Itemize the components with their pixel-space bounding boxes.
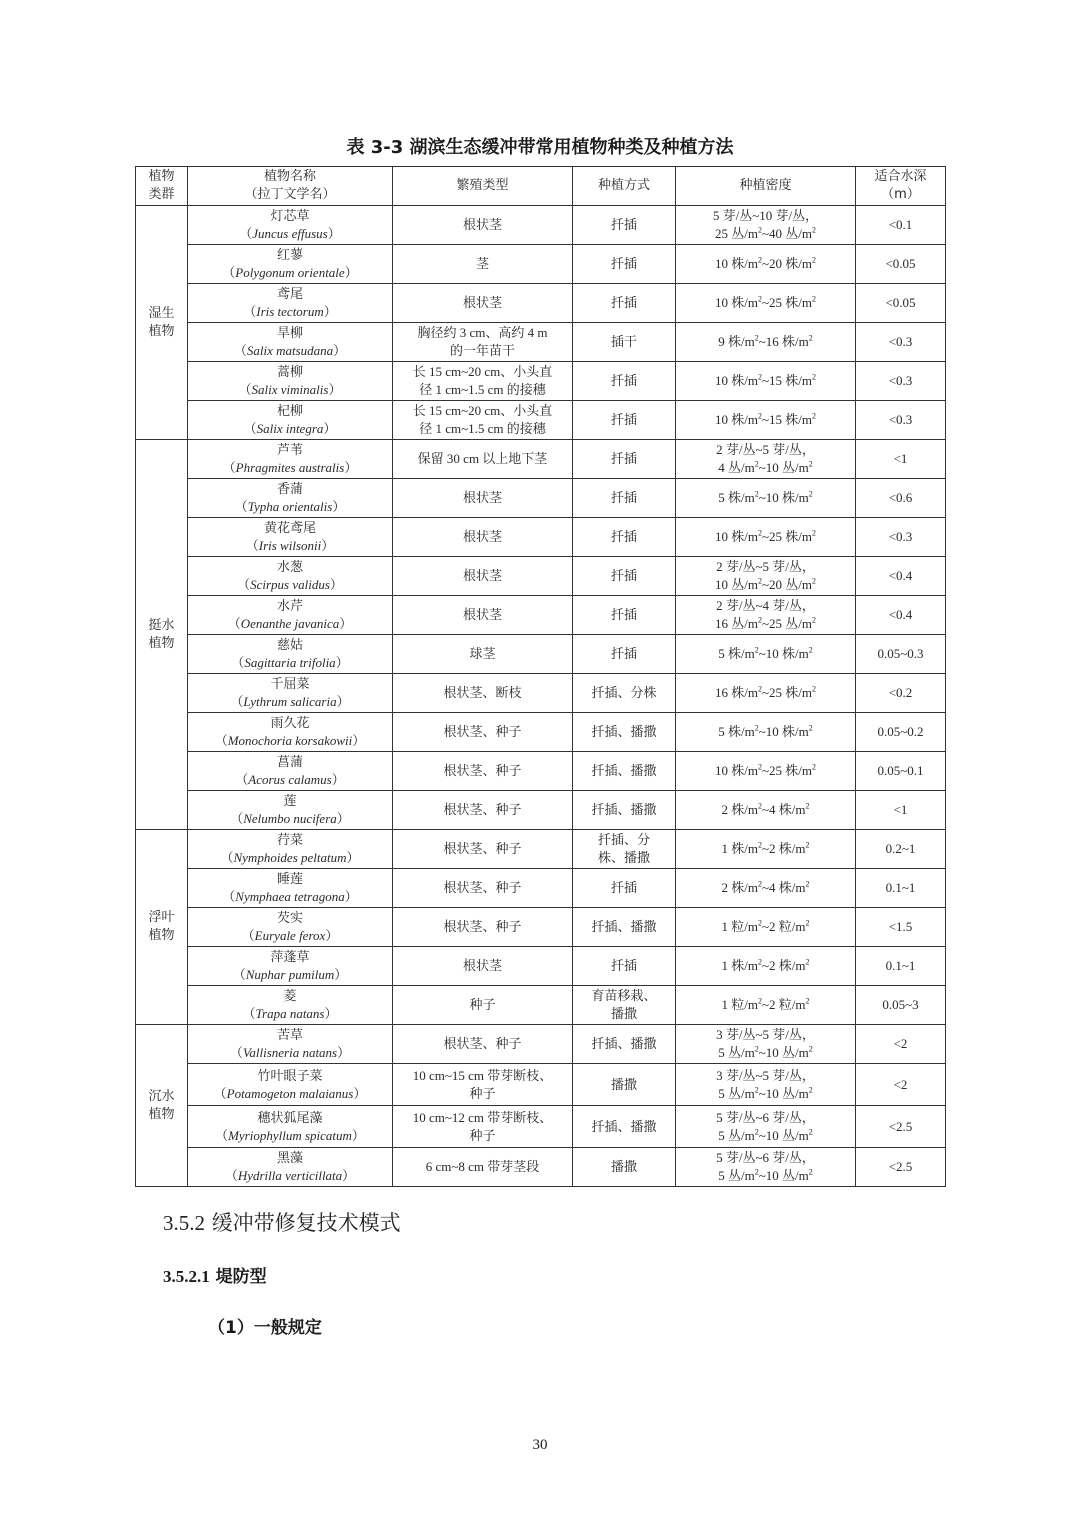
- method-cell: 扦插: [573, 401, 676, 440]
- density-cell: 1 株$/m^2\sim 2$ 株$/m^2$: [676, 947, 856, 986]
- table-row: [136, 323, 946, 362]
- depth-cell: 0.05~3: [856, 986, 946, 1025]
- plant-name-cell: 菖蒲 （Acorus calamus）: [188, 752, 393, 791]
- propagation-cell: 根状茎、种子: [393, 791, 573, 830]
- depth-cell: <0.4: [856, 596, 946, 635]
- section-heading-3-5-2-1: 3.5.2.1 堤防型: [163, 1267, 267, 1287]
- propagation-cell: 根状茎: [393, 596, 573, 635]
- plant-name-cell: 穗状狐尾藻 （Myriophyllum spicatum）: [188, 1106, 393, 1148]
- plant-name-cell: 睡莲 （Nymphaea tetragona）: [188, 869, 393, 908]
- table-row: [136, 752, 946, 791]
- propagation-cell: 根状茎: [393, 206, 573, 245]
- propagation-cell: 根状茎、种子: [393, 752, 573, 791]
- depth-cell: <0.05: [856, 245, 946, 284]
- density-cell: 10 株$/m^2\sim 15$ 株$/m^2$: [676, 362, 856, 401]
- density-cell: 1 粒$/m^2\sim 2$ 粒$/m^2$: [676, 908, 856, 947]
- table-row: [136, 206, 946, 245]
- propagation-cell: 胸径约 3 cm、高约 4 m 的一年苗干: [393, 323, 573, 362]
- table-row: [136, 713, 946, 752]
- propagation-cell: 根状茎: [393, 557, 573, 596]
- header-propagation: 繁殖类型: [393, 167, 573, 206]
- plant-name-cell: 水芹 （Oenanthe javanica）: [188, 596, 393, 635]
- plant-name-cell: 灯芯草 （Juncus effusus）: [188, 206, 393, 245]
- table-row: [136, 947, 946, 986]
- header-method: 种植方式: [573, 167, 676, 206]
- depth-cell: <0.05: [856, 284, 946, 323]
- table-row: [136, 791, 946, 830]
- header-density: 种植密度: [676, 167, 856, 206]
- plant-name-cell: 菱 （Trapa natans）: [188, 986, 393, 1025]
- table-row: [136, 362, 946, 401]
- propagation-cell: 根状茎: [393, 947, 573, 986]
- plant-name-cell: 鸢尾 （Iris tectorum）: [188, 284, 393, 323]
- depth-cell: 0.05~0.3: [856, 635, 946, 674]
- method-cell: 扦插: [573, 440, 676, 479]
- table-row: [136, 479, 946, 518]
- propagation-cell: 6 cm~8 cm 带芽茎段: [393, 1148, 573, 1187]
- method-cell: 育苗移栽、 播撒: [573, 986, 676, 1025]
- depth-cell: <2: [856, 1064, 946, 1106]
- method-cell: 扦插、分 株、播撒: [573, 830, 676, 869]
- plant-name-cell: 香蒲 （Typha orientalis）: [188, 479, 393, 518]
- method-cell: 扦插: [573, 635, 676, 674]
- density-cell: 10 株$/m^2\sim 20$ 株$/m^2$: [676, 245, 856, 284]
- density-cell: 1 株$/m^2\sim 2$ 株$/m^2$: [676, 830, 856, 869]
- propagation-cell: 根状茎: [393, 284, 573, 323]
- table-caption: 表 3-3 湖滨生态缓冲带常用植物种类及种植方法: [346, 137, 734, 158]
- density-cell: 10 株$/m^2\sim 25$ 株$/m^2$: [676, 284, 856, 323]
- method-cell: 扦插: [573, 947, 676, 986]
- method-cell: 扦插: [573, 245, 676, 284]
- method-cell: 扦插、播撒: [573, 908, 676, 947]
- table-row: [136, 674, 946, 713]
- density-cell: 2 株$/m^2\sim 4$ 株$/m^2$: [676, 869, 856, 908]
- table-header-row: [136, 167, 946, 206]
- table-row: [136, 440, 946, 479]
- density-cell: 3 芽/丛~5 芽/丛， 5 丛$/m^2\sim 10$ 丛$/m^2$: [676, 1025, 856, 1064]
- depth-cell: <0.6: [856, 479, 946, 518]
- method-cell: 扦插: [573, 206, 676, 245]
- table-row: [136, 245, 946, 284]
- propagation-cell: 长 15 cm~20 cm、小头直 径 1 cm~1.5 cm 的接穗: [393, 362, 573, 401]
- plant-group-cell: 湿生 植物: [136, 206, 188, 440]
- propagation-cell: 根状茎: [393, 518, 573, 557]
- method-cell: 扦插、播撒: [573, 791, 676, 830]
- plant-name-cell: 雨久花 （Monochoria korsakowii）: [188, 713, 393, 752]
- density-cell: 1 粒$/m^2\sim 2$ 粒$/m^2$: [676, 986, 856, 1025]
- method-cell: 扦插、播撒: [573, 1106, 676, 1148]
- plant-name-cell: 蒿柳 （Salix viminalis）: [188, 362, 393, 401]
- density-cell: 16 株$/m^2\sim 25$ 株$/m^2$: [676, 674, 856, 713]
- section-heading-3-5-2: 3.5.2 缓冲带修复技术模式: [163, 1211, 401, 1235]
- propagation-cell: 茎: [393, 245, 573, 284]
- density-cell: 5 株$/m^2\sim 10$ 株$/m^2$: [676, 713, 856, 752]
- table-row: [136, 557, 946, 596]
- depth-cell: 0.05~0.2: [856, 713, 946, 752]
- propagation-cell: 根状茎、种子: [393, 1025, 573, 1064]
- method-cell: 扦插: [573, 362, 676, 401]
- density-cell: 2 株$/m^2\sim 4$ 株$/m^2$: [676, 791, 856, 830]
- method-cell: 扦插、播撒: [573, 713, 676, 752]
- table-row: [136, 284, 946, 323]
- plant-name-cell: 芡实 （Euryale ferox）: [188, 908, 393, 947]
- method-cell: 扦插、播撒: [573, 752, 676, 791]
- density-cell: 10 株$/m^2\sim 25$ 株$/m^2$: [676, 518, 856, 557]
- table-row: [136, 986, 946, 1025]
- plant-name-cell: 水葱 （Scirpus validus）: [188, 557, 393, 596]
- header-group: 植物 类群: [136, 167, 188, 206]
- table-row: [136, 401, 946, 440]
- plant-name-cell: 黑藻 （Hydrilla verticillata）: [188, 1148, 393, 1187]
- propagation-cell: 10 cm~15 cm 带芽断枝、 种子: [393, 1064, 573, 1106]
- depth-cell: <0.2: [856, 674, 946, 713]
- table-row: [136, 869, 946, 908]
- propagation-cell: 根状茎、种子: [393, 713, 573, 752]
- table-row: [136, 830, 946, 869]
- plant-name-cell: 千屈菜 （Lythrum salicaria）: [188, 674, 393, 713]
- plant-name-cell: 苦草 （Vallisneria natans）: [188, 1025, 393, 1064]
- propagation-cell: 球茎: [393, 635, 573, 674]
- density-cell: 5 芽/丛~10 芽/丛， 25 丛$/m^2\sim 40$ 丛$/m^2$: [676, 206, 856, 245]
- header-name: 植物名称 （拉丁文学名）: [188, 167, 393, 206]
- plant-name-cell: 竹叶眼子菜 （Potamogeton malaianus）: [188, 1064, 393, 1106]
- table-row: [136, 1148, 946, 1187]
- plant-name-cell: 莲 （Nelumbo nucifera）: [188, 791, 393, 830]
- method-cell: 扦插: [573, 284, 676, 323]
- density-cell: 2 芽/丛~5 芽/丛， 10 丛$/m^2\sim 20$ 丛$/m^2$: [676, 557, 856, 596]
- propagation-cell: 长 15 cm~20 cm、小头直 径 1 cm~1.5 cm 的接穗: [393, 401, 573, 440]
- depth-cell: <2.5: [856, 1106, 946, 1148]
- depth-cell: <1: [856, 440, 946, 479]
- plant-name-cell: 黄花鸢尾 （Iris wilsonii）: [188, 518, 393, 557]
- depth-cell: <0.1: [856, 206, 946, 245]
- method-cell: 扦插: [573, 557, 676, 596]
- subsection-general-provisions: （1）一般规定: [208, 1318, 322, 1338]
- method-cell: 扦插: [573, 869, 676, 908]
- depth-cell: 0.05~0.1: [856, 752, 946, 791]
- plant-name-cell: 杞柳 （Salix integra）: [188, 401, 393, 440]
- depth-cell: 0.2~1: [856, 830, 946, 869]
- density-cell: 9 株$/m^2\sim 16$ 株$/m^2$: [676, 323, 856, 362]
- propagation-cell: 根状茎、种子: [393, 830, 573, 869]
- depth-cell: <0.3: [856, 518, 946, 557]
- plant-group-cell: 浮叶 植物: [136, 830, 188, 1025]
- plant-name-cell: 慈姑 （Sagittaria trifolia）: [188, 635, 393, 674]
- table-row: [136, 1064, 946, 1106]
- density-cell: 5 芽/丛~6 芽/丛， 5 丛$/m^2\sim 10$ 丛$/m^2$: [676, 1148, 856, 1187]
- density-cell: 3 芽/丛~5 芽/丛， 5 丛$/m^2\sim 10$ 丛$/m^2$: [676, 1064, 856, 1106]
- propagation-cell: 保留 30 cm 以上地下茎: [393, 440, 573, 479]
- propagation-cell: 种子: [393, 986, 573, 1025]
- propagation-cell: 根状茎: [393, 479, 573, 518]
- density-cell: 2 芽/丛~5 芽/丛， 4 丛$/m^2\sim 10$ 丛$/m^2$: [676, 440, 856, 479]
- density-cell: 5 株$/m^2\sim 10$ 株$/m^2$: [676, 635, 856, 674]
- method-cell: 扦插: [573, 596, 676, 635]
- table-row: [136, 518, 946, 557]
- depth-cell: <1.5: [856, 908, 946, 947]
- header-depth: 适合水深 （m）: [856, 167, 946, 206]
- method-cell: 扦插: [573, 479, 676, 518]
- method-cell: 插干: [573, 323, 676, 362]
- propagation-cell: 根状茎、断枝: [393, 674, 573, 713]
- depth-cell: <2: [856, 1025, 946, 1064]
- plant-name-cell: 红蓼 （Polygonum orientale）: [188, 245, 393, 284]
- density-cell: 5 芽/丛~6 芽/丛， 5 丛$/m^2\sim 10$ 丛$/m^2$: [676, 1106, 856, 1148]
- table-row: [136, 635, 946, 674]
- table-row: [136, 1106, 946, 1148]
- depth-cell: 0.1~1: [856, 869, 946, 908]
- method-cell: 扦插、分株: [573, 674, 676, 713]
- density-cell: 10 株$/m^2\sim 15$ 株$/m^2$: [676, 401, 856, 440]
- density-cell: 5 株$/m^2\sim 10$ 株$/m^2$: [676, 479, 856, 518]
- table-row: [136, 1025, 946, 1064]
- propagation-cell: 根状茎、种子: [393, 869, 573, 908]
- table-row: [136, 908, 946, 947]
- plant-group-cell: 沉水 植物: [136, 1025, 188, 1187]
- method-cell: 播撒: [573, 1148, 676, 1187]
- density-cell: 2 芽/丛~4 芽/丛， 16 丛$/m^2\sim 25$ 丛$/m^2$: [676, 596, 856, 635]
- depth-cell: <0.3: [856, 323, 946, 362]
- depth-cell: 0.1~1: [856, 947, 946, 986]
- density-cell: 10 株$/m^2\sim 25$ 株$/m^2$: [676, 752, 856, 791]
- plant-name-cell: 荇菜 （Nymphoides peltatum）: [188, 830, 393, 869]
- method-cell: 播撒: [573, 1064, 676, 1106]
- depth-cell: <1: [856, 791, 946, 830]
- plant-table: [135, 166, 946, 1187]
- page-number: 30: [532, 1437, 548, 1453]
- table-row: [136, 596, 946, 635]
- depth-cell: <0.3: [856, 362, 946, 401]
- plant-group-cell: 挺水 植物: [136, 440, 188, 830]
- propagation-cell: 10 cm~12 cm 带芽断枝、 种子: [393, 1106, 573, 1148]
- table-body: [136, 206, 946, 1187]
- plant-name-cell: 旱柳 （Salix matsudana）: [188, 323, 393, 362]
- depth-cell: <0.4: [856, 557, 946, 596]
- plant-name-cell: 萍蓬草 （Nuphar pumilum）: [188, 947, 393, 986]
- method-cell: 扦插: [573, 518, 676, 557]
- method-cell: 扦插、播撒: [573, 1025, 676, 1064]
- plant-name-cell: 芦苇 （Phragmites australis）: [188, 440, 393, 479]
- propagation-cell: 根状茎、种子: [393, 908, 573, 947]
- depth-cell: <0.3: [856, 401, 946, 440]
- depth-cell: <2.5: [856, 1148, 946, 1187]
